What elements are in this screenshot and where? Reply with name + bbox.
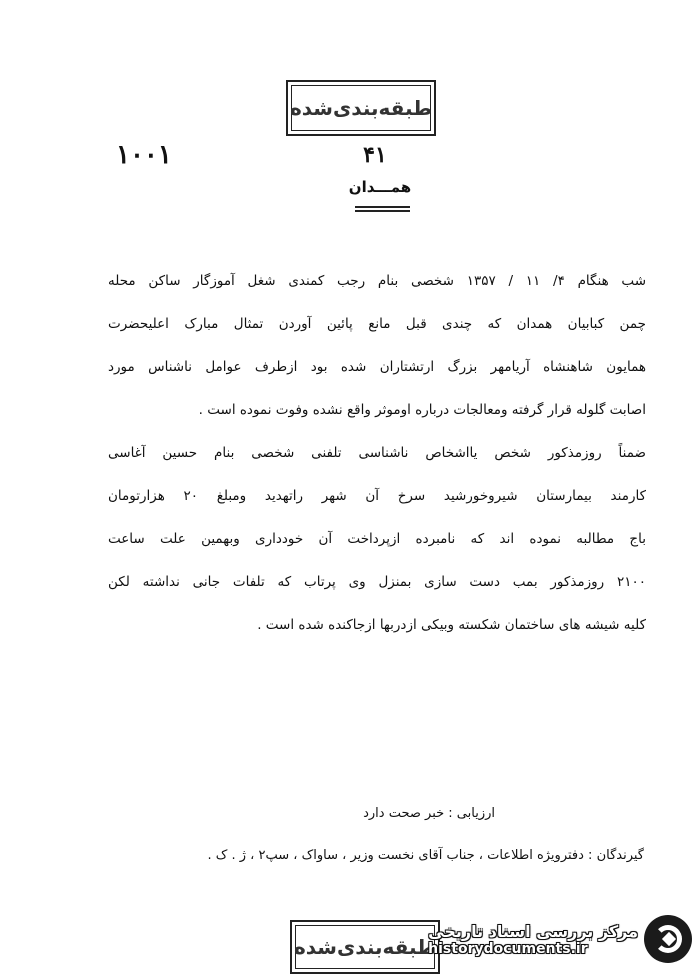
body-line: شب هنگام ۴/ ۱۱ / ۱۳۵۷ شخصی بنام رجب کمندی شغل آموزگار ساکن محله	[108, 273, 646, 289]
classification-stamp-top	[286, 80, 436, 136]
assessment-line: ارزیابی : خبر صحت دارد	[363, 806, 495, 821]
stamp-top-text: طبقه‌بندی‌شده	[291, 85, 431, 131]
watermark-url: historydocuments.ir	[428, 940, 588, 957]
body-line: ۲۱۰۰ روزمذکور بمب دست سازی بمنزل وی پرتاب که تلفات جانی نداشته لکن	[108, 574, 646, 590]
watermark-title: مرکز بررسی اسناد تاریخی	[428, 921, 638, 941]
body-line: ضمناً روزمذکور شخص یااشخاص ناشناسی تلفنی شخصی بنام حسین آغاسی	[108, 445, 646, 461]
recipients-line: گیرندگان : دفترویژه اطلاعات ، جناب آقای نخست وزیر ، ساواک ، سپ۲ ، ژ . ک .	[207, 848, 644, 863]
document-number: ۴۱	[363, 142, 387, 168]
city-underline	[355, 206, 410, 212]
archive-logo-icon	[644, 915, 692, 963]
body-line: کلیه شیشه های ساختمان شکسته وبیکی ازدربها ازجاکنده شده است .	[257, 617, 646, 633]
document-code: ۱۰۰۱	[116, 140, 172, 170]
city-heading: همـــدان	[348, 178, 412, 196]
body-line: باج مطالبه نموده اند که نامبرده ازپرداخت آن خودداری وبهمین علت ساعت	[108, 531, 646, 547]
body-line: کارمند بیمارستان شیروخورشید سرخ آن شهر راتهدید ومبلغ ۲۰ هزارتومان	[108, 488, 646, 504]
body-line: اصابت گلوله قرار گرفته ومعالجات درباره اوموثر واقع نشده وفوت نموده است .	[198, 402, 646, 418]
body-line: چمن کبابیان همدان که چندی قبل مانع پائین آوردن تمثال مبارک اعلیحضرت	[108, 316, 646, 332]
archive-watermark	[412, 911, 692, 967]
report-body	[108, 260, 646, 647]
body-line: همایون شاهنشاه آریامهر بزرگ ارتشتاران شده بود ازطرف عوامل ناشناس مورد	[108, 359, 646, 375]
watermark-text	[428, 922, 638, 957]
stamp-bottom-text: طبقه‌بندی‌شده	[295, 925, 435, 969]
